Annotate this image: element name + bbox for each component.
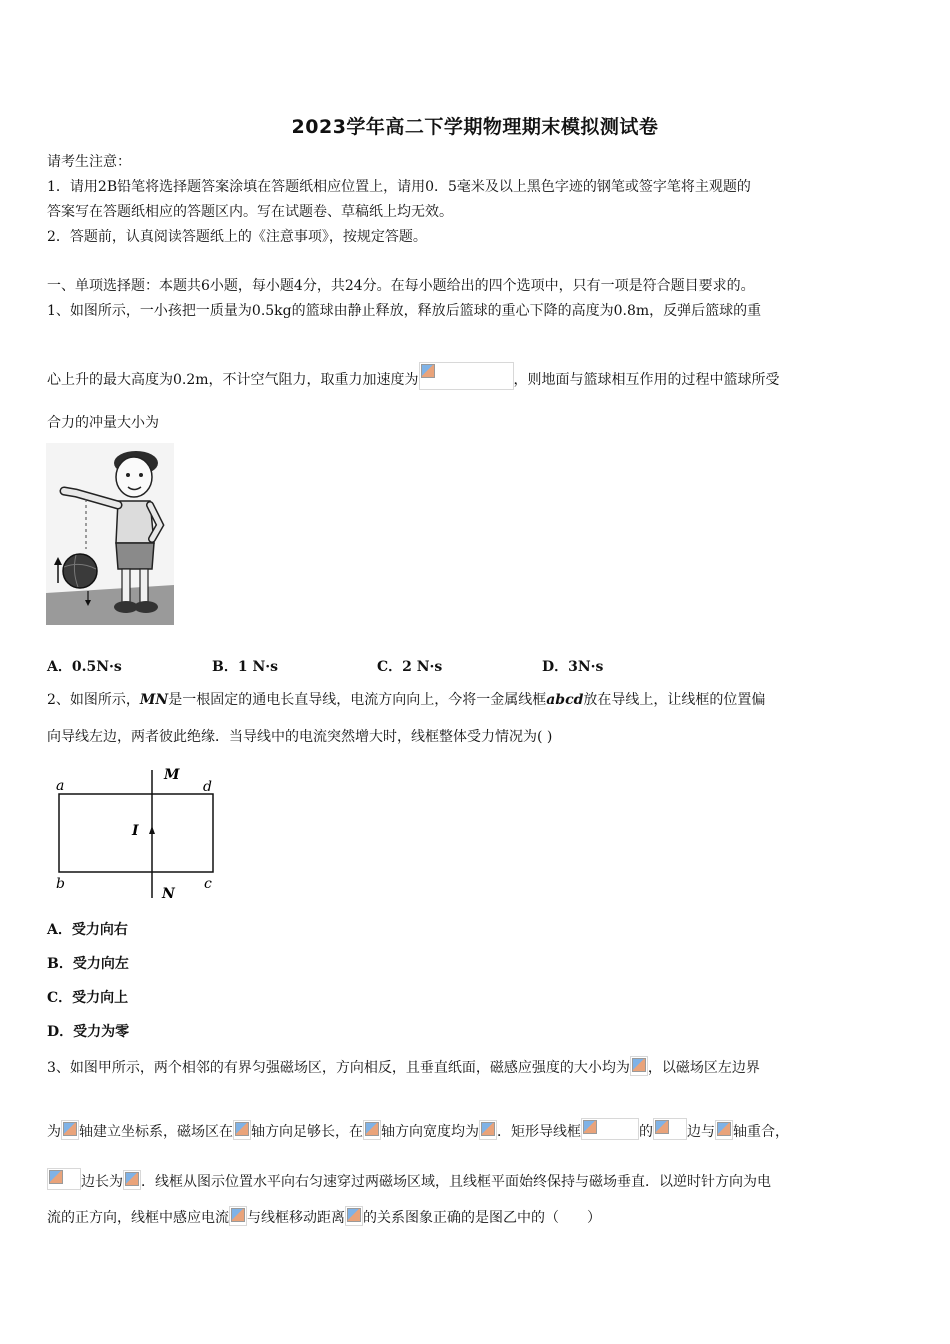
q1-line-2-text-b: ，则地面与篮球相互作用的过程中篮球所受 bbox=[513, 372, 780, 388]
q2-option-d[interactable]: D．受力为零 bbox=[47, 1024, 130, 1040]
q3-line-3-text-b: ．线框从图示位置水平向右匀速穿过两磁场区域，且线框平面始终保持与磁场垂直．以逆时针方向为电 bbox=[141, 1174, 771, 1190]
formula-image-icon bbox=[345, 1206, 363, 1226]
formula-image-icon bbox=[61, 1120, 79, 1140]
q2-line-1-text-c: 放在导线上，让线框的位置偏 bbox=[583, 692, 766, 708]
q2-option-b[interactable]: B．受力向左 bbox=[47, 956, 129, 972]
figure-label-i: I bbox=[132, 823, 139, 839]
q2-wire-label: MN bbox=[139, 692, 169, 708]
q2-line-1 bbox=[47, 690, 765, 710]
q3-line-3 bbox=[47, 1168, 771, 1192]
formula-image-icon bbox=[363, 1120, 381, 1140]
q2-line-1-text-b: 是一根固定的通电长直导线，电流方向向上，今将一金属线框 bbox=[168, 692, 547, 708]
figure-label-m: M bbox=[164, 767, 180, 783]
figure-label-c: c bbox=[204, 876, 212, 892]
notice-heading: 请考生注意： bbox=[47, 154, 131, 170]
formula-image-icon bbox=[47, 1168, 81, 1190]
q3-line-2-text-e: ．矩形导线框 bbox=[497, 1124, 581, 1140]
formula-image-icon bbox=[630, 1056, 648, 1076]
notice-item-2: 2．答题前，认真阅读答题纸上的《注意事项》，按规定答题。 bbox=[47, 229, 427, 245]
notice-item-1-line-1: 1．请用2B铅笔将选择题答案涂填在答题纸相应位置上，请用0．5毫米及以上黑色字迹的钢笔或签字笔将主观题的 bbox=[47, 179, 751, 195]
formula-image-icon bbox=[233, 1120, 251, 1140]
page-title: 2023学年高二下学期物理期末模拟测试卷 bbox=[291, 116, 659, 138]
notice-item-1-line-2: 答案写在答题纸相应的答题区内。写在试题卷、草稿纸上均无效。 bbox=[47, 204, 453, 220]
q3-line-1-text-a: 3、如图甲所示，两个相邻的有界匀强磁场区，方向相反，且垂直纸面，磁感应强度的大小均为 bbox=[47, 1060, 630, 1076]
q3-line-2-text-a: 为 bbox=[47, 1124, 61, 1140]
q1-line-2 bbox=[47, 362, 780, 390]
q3-line-4-text-b: 与线框移动距离 bbox=[247, 1210, 345, 1226]
q3-line-4-text-a: 流的正方向，线框中感应电流 bbox=[47, 1210, 229, 1226]
q2-line-1-text-a: 2、如图所示， bbox=[47, 692, 140, 708]
formula-image-icon bbox=[479, 1120, 497, 1140]
q3-line-4 bbox=[47, 1206, 601, 1228]
q3-line-2-text-d: 轴方向宽度均为 bbox=[381, 1124, 479, 1140]
q3-line-1-text-b: ，以磁场区左边界 bbox=[647, 1060, 760, 1076]
q1-option-b[interactable]: B．1 N·s bbox=[212, 659, 279, 675]
q3-line-2-text-h: 轴重合， bbox=[733, 1124, 789, 1140]
q3-line-2 bbox=[47, 1118, 789, 1142]
q3-line-4-text-c: 的关系图象正确的是图乙中的（ ） bbox=[363, 1210, 601, 1226]
formula-image-icon bbox=[419, 362, 514, 390]
q3-line-2-text-b: 轴建立坐标系，磁场区在 bbox=[79, 1124, 233, 1140]
q1-option-a[interactable]: A．0.5N·s bbox=[47, 659, 122, 675]
formula-image-icon bbox=[581, 1118, 639, 1140]
q2-option-c[interactable]: C．受力向上 bbox=[47, 990, 129, 1006]
q1-line-1: 1、如图所示，一小孩把一质量为0.5kg的篮球由静止释放，释放后篮球的重心下降的高度为0.8m，反弹后篮球的重 bbox=[47, 303, 762, 319]
figure-label-d: d bbox=[203, 779, 212, 795]
q3-line-1 bbox=[47, 1056, 760, 1078]
figure-label-b: b bbox=[56, 876, 65, 892]
q1-figure-child-basketball bbox=[46, 443, 174, 625]
q3-line-2-text-g: 边与 bbox=[687, 1124, 715, 1140]
figure-label-a: a bbox=[56, 778, 65, 794]
formula-image-icon bbox=[123, 1170, 141, 1190]
q2-line-2: 向导线左边，两者彼此绝缘．当导线中的电流突然增大时，线框整体受力情况为( ) bbox=[47, 729, 553, 745]
q3-line-2-text-c: 轴方向足够长，在 bbox=[251, 1124, 363, 1140]
figure-label-n: N bbox=[162, 886, 175, 902]
q2-frame-label: abcd bbox=[546, 692, 584, 708]
q2-figure-wire-frame bbox=[50, 764, 230, 904]
q1-option-d[interactable]: D．3N·s bbox=[542, 659, 604, 675]
q3-line-2-text-f: 的 bbox=[639, 1124, 653, 1140]
q1-line-3: 合力的冲量大小为 bbox=[47, 415, 159, 431]
q3-line-3-text-a: 边长为 bbox=[81, 1174, 123, 1190]
formula-image-icon bbox=[229, 1206, 247, 1226]
formula-image-icon bbox=[653, 1118, 687, 1140]
section-1-heading: 一、单项选择题：本题共6小题，每小题4分，共24分。在每小题给出的四个选项中，只有一项是符合题目要求的。 bbox=[47, 278, 755, 294]
q1-line-2-text-a: 心上升的最大高度为0.2m，不计空气阻力，取重力加速度为 bbox=[47, 372, 419, 388]
q1-option-c[interactable]: C．2 N·s bbox=[377, 659, 443, 675]
formula-image-icon bbox=[715, 1120, 733, 1140]
q2-option-a[interactable]: A．受力向右 bbox=[47, 922, 128, 938]
